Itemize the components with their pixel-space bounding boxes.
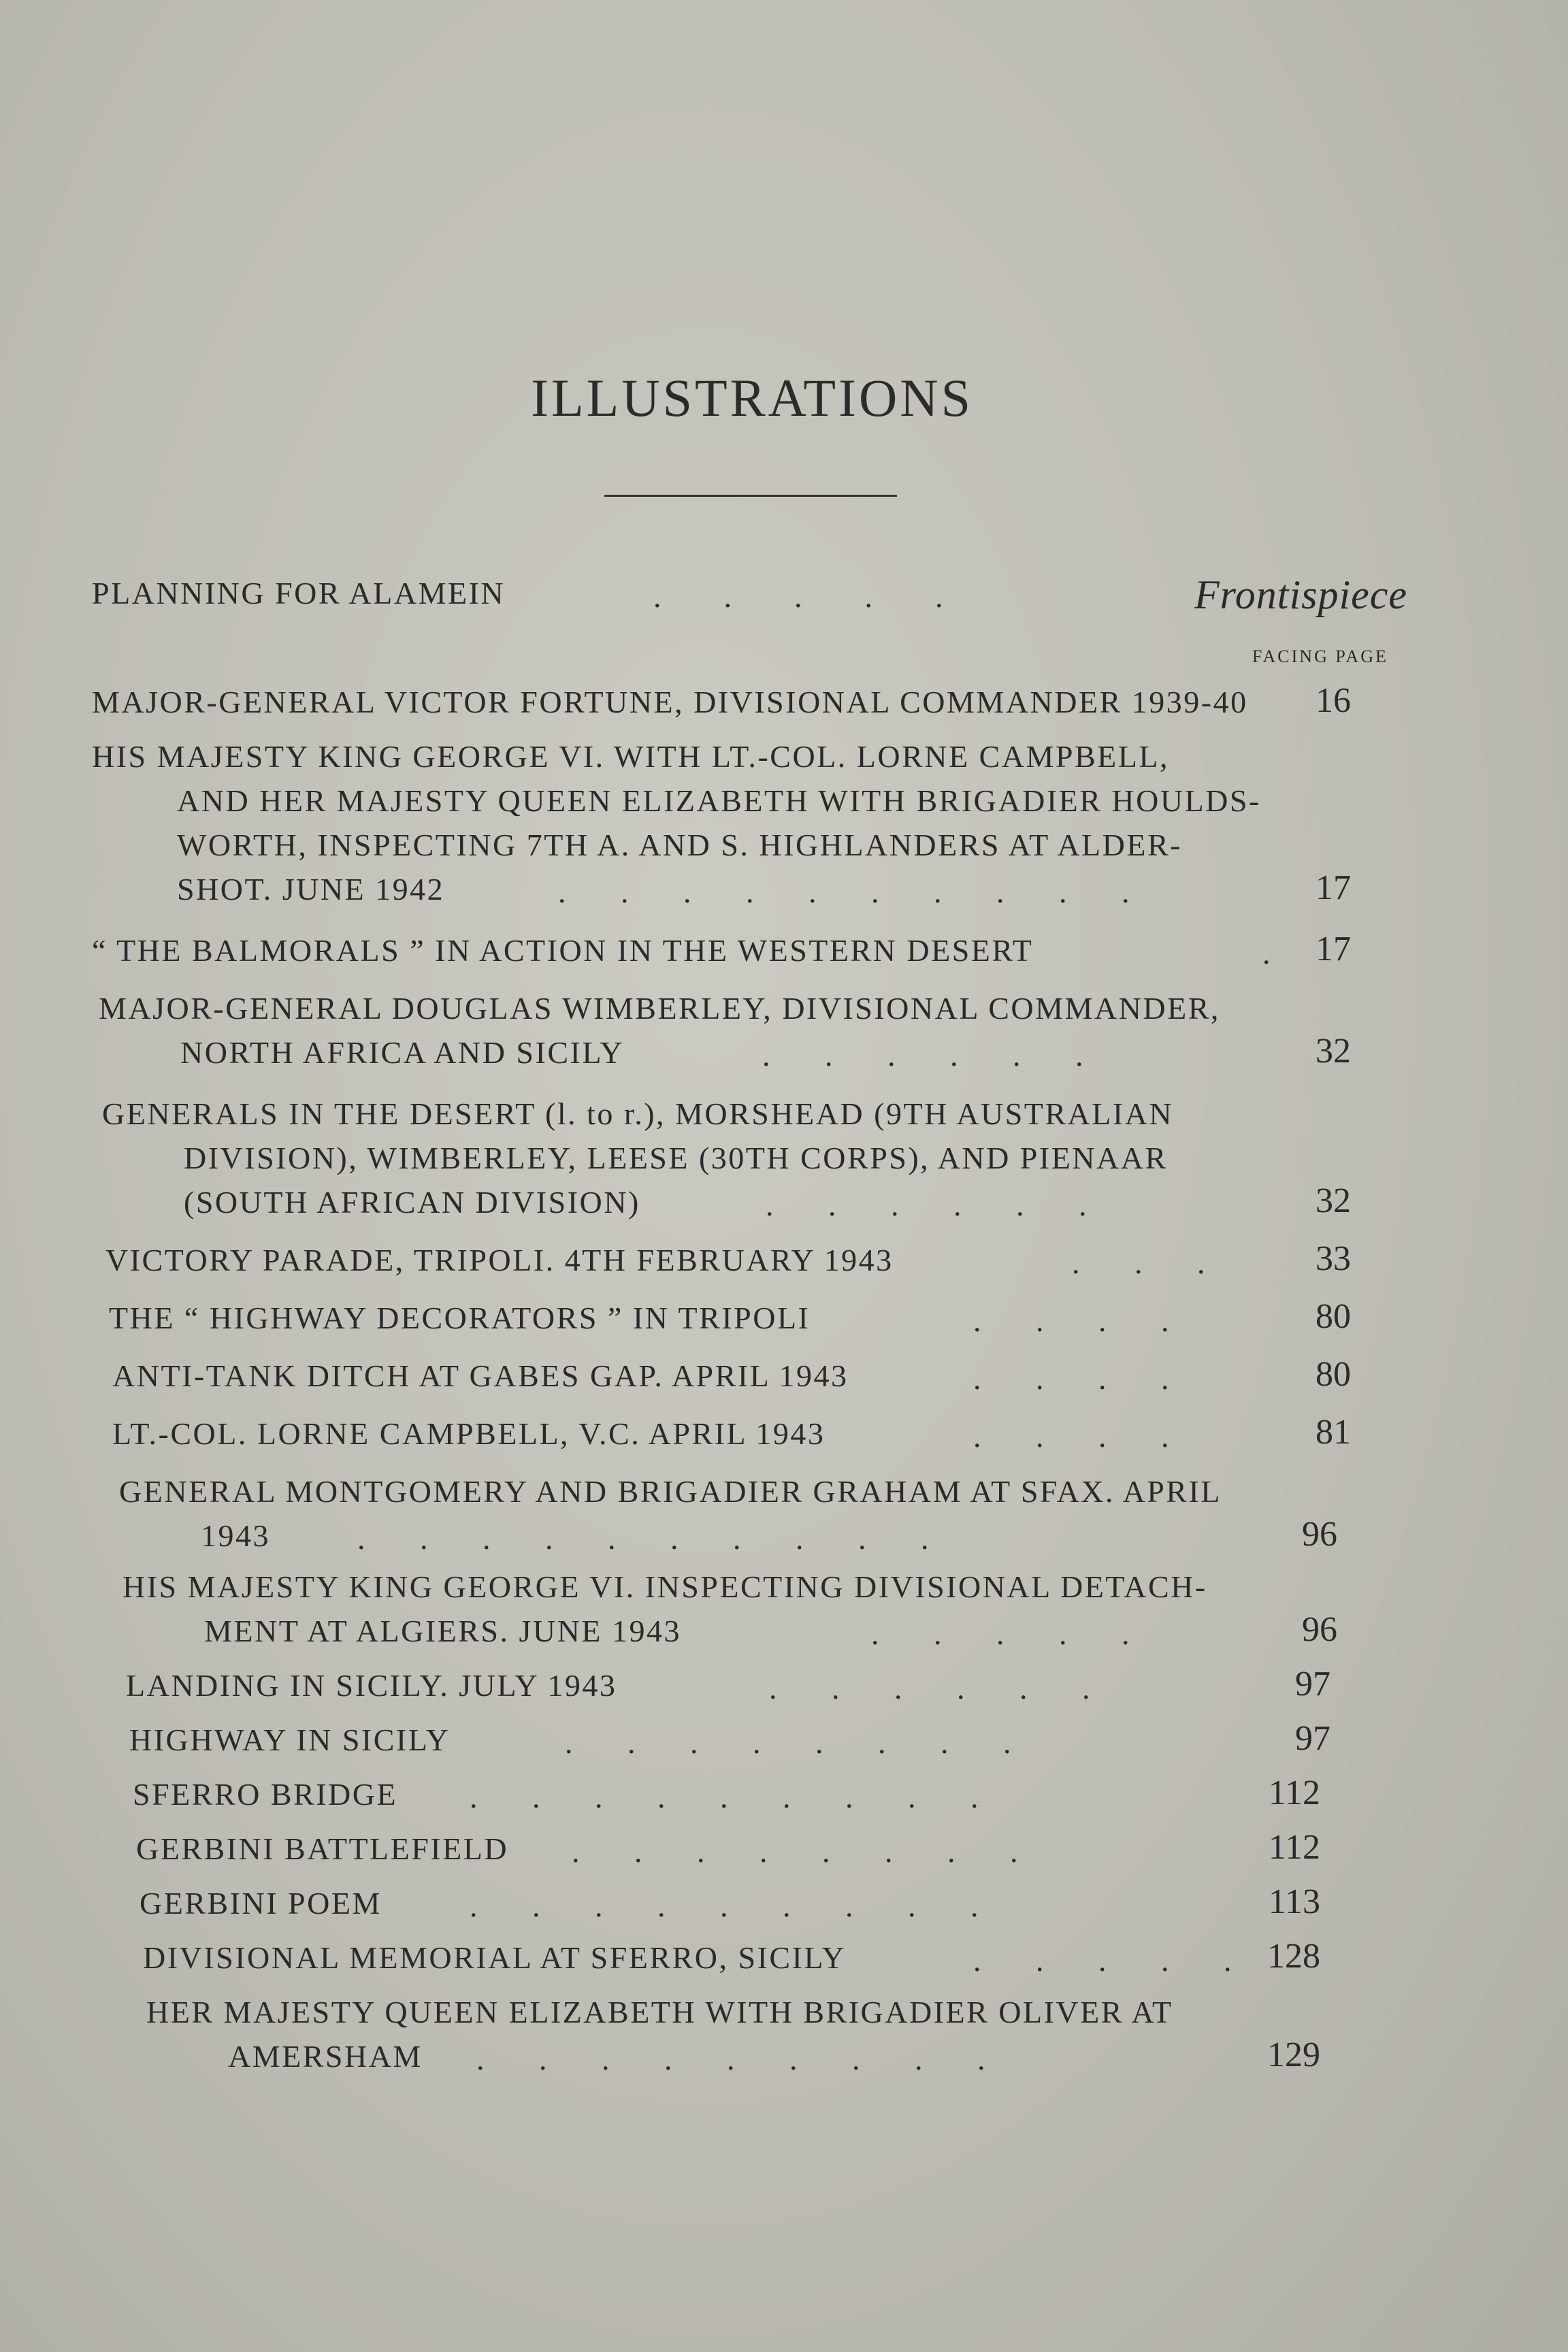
- leader-dots: . . . .: [973, 1361, 1169, 1396]
- leader-dots: . . . . . .: [762, 1038, 1083, 1073]
- facing-page-number: 96: [1302, 1610, 1337, 1649]
- leader-dots: . . . . . . . . . .: [558, 875, 1130, 909]
- facing-page-number: 81: [1316, 1413, 1351, 1452]
- illustration-title-line: GENERAL MONTGOMERY AND BRIGADIER GRAHAM AT SFAX. APRIL: [119, 1474, 1222, 1509]
- facing-page-number: 96: [1302, 1515, 1337, 1554]
- frontispiece-title: PLANNING FOR ALAMEIN: [92, 576, 506, 610]
- illustration-title-line: HIS MAJESTY KING GEORGE VI. INSPECTING DIVISIONAL DETACH-: [122, 1569, 1207, 1604]
- illustration-title-line: MAJOR-GENERAL DOUGLAS WIMBERLEY, DIVISIONAL COMMANDER,: [99, 991, 1220, 1026]
- leader-dots: . . . . .: [653, 579, 943, 614]
- facing-page-number: 97: [1295, 1665, 1330, 1703]
- leader-dots: . . . . . . . .: [572, 1834, 1018, 1869]
- leader-dots: . . . . . . . . .: [470, 1780, 979, 1814]
- leader-dots: . . . . . . . .: [565, 1725, 1011, 1760]
- illustration-title-line: HER MAJESTY QUEEN ELIZABETH WITH BRIGADIER OLIVER AT: [146, 1995, 1173, 2029]
- illustration-title-line: MENT AT ALGIERS. JUNE 1943: [204, 1614, 681, 1648]
- leader-dots: . . . . . .: [766, 1188, 1087, 1222]
- facing-page-number: 17: [1316, 868, 1351, 907]
- leader-dots: . . . .: [973, 1419, 1169, 1454]
- illustration-title-line: LT.-COL. LORNE CAMPBELL, V.C. APRIL 1943: [112, 1416, 826, 1451]
- illustration-title-line: DIVISIONAL MEMORIAL AT SFERRO, SICILY: [143, 1940, 847, 1975]
- illustration-title-line: “ THE BALMORALS ” IN ACTION IN THE WESTERN DESERT: [92, 933, 1034, 968]
- illustration-title-line: MAJOR-GENERAL VICTOR FORTUNE, DIVISIONAL COMMANDER 1939-40: [92, 685, 1248, 719]
- page-heading: ILLUSTRATIONS: [531, 368, 973, 427]
- leader-dots: . . . . . . . . .: [476, 2042, 985, 2076]
- illustration-title-line: WORTH, INSPECTING 7TH A. AND S. HIGHLANDERS AT ALDER-: [177, 828, 1182, 862]
- facing-page-number: 16: [1316, 681, 1351, 720]
- illustration-title-line: VICTORY PARADE, TRIPOLI. 4TH FEBRUARY 1943: [105, 1243, 894, 1277]
- leader-dots: . . . . . . . . .: [470, 1889, 979, 1923]
- facing-page-number: 32: [1316, 1181, 1351, 1220]
- facing-page-number: 80: [1316, 1355, 1351, 1394]
- heading-rule: [604, 495, 897, 497]
- facing-page-number: 128: [1267, 1937, 1320, 1976]
- illustration-title-line: ANTI-TANK DITCH AT GABES GAP. APRIL 1943: [112, 1358, 849, 1393]
- facing-page-number: 112: [1268, 1774, 1320, 1812]
- leader-dots: . . . . . . . . . .: [357, 1521, 929, 1556]
- facing-page-number: 129: [1267, 2036, 1320, 2074]
- facing-page-number: 113: [1268, 1882, 1320, 1921]
- illustration-title-line: LANDING IN SICILY. JULY 1943: [126, 1668, 617, 1703]
- leader-dots: . . . . .: [973, 1943, 1232, 1978]
- facing-page-number: 33: [1316, 1239, 1351, 1278]
- illustration-title-line: THE “ HIGHWAY DECORATORS ” IN TRIPOLI: [109, 1301, 811, 1335]
- facing-page-number: 112: [1268, 1828, 1320, 1867]
- illustration-title-line: HIGHWAY IN SICILY: [129, 1722, 451, 1757]
- facing-page-number: 80: [1316, 1297, 1351, 1336]
- illustration-title-line: (SOUTH AFRICAN DIVISION): [184, 1185, 640, 1220]
- illustration-title-line: 1943: [201, 1518, 270, 1553]
- frontispiece-label: Frontispiece: [1194, 572, 1408, 617]
- leader-dots: . . . .: [973, 1303, 1169, 1338]
- illustration-title-line: AND HER MAJESTY QUEEN ELIZABETH WITH BRIGADIER HOULDS-: [177, 783, 1261, 818]
- facing-page-number: 17: [1316, 930, 1351, 968]
- illustration-title-line: GERBINI POEM: [140, 1886, 382, 1921]
- facing-page-label: FACING PAGE: [1252, 647, 1388, 666]
- facing-page-number: 32: [1316, 1032, 1351, 1071]
- illustration-title-line: GENERALS IN THE DESERT (l. to r.), MORSHEAD (9TH AUSTRALIAN: [102, 1096, 1174, 1131]
- illustration-title-line: AMERSHAM: [228, 2039, 423, 2074]
- leader-dots: . . .: [1072, 1245, 1205, 1280]
- facing-page-number: 97: [1295, 1719, 1330, 1758]
- illustration-title-line: DIVISION), WIMBERLEY, LEESE (30TH CORPS), AND PIENAAR: [184, 1141, 1168, 1175]
- leader-dots: .: [1262, 936, 1271, 970]
- illustration-title-line: NORTH AFRICA AND SICILY: [180, 1035, 625, 1070]
- illustration-title-line: HIS MAJESTY KING GEORGE VI. WITH LT.-COL. LORNE CAMPBELL,: [92, 739, 1169, 774]
- illustration-title-line: SHOT. JUNE 1942: [177, 872, 445, 906]
- illustration-title-line: GERBINI BATTLEFIELD: [136, 1831, 509, 1866]
- illustration-title-line: SFERRO BRIDGE: [133, 1777, 398, 1812]
- leader-dots: . . . . .: [871, 1616, 1130, 1651]
- leader-dots: . . . . . .: [769, 1671, 1090, 1705]
